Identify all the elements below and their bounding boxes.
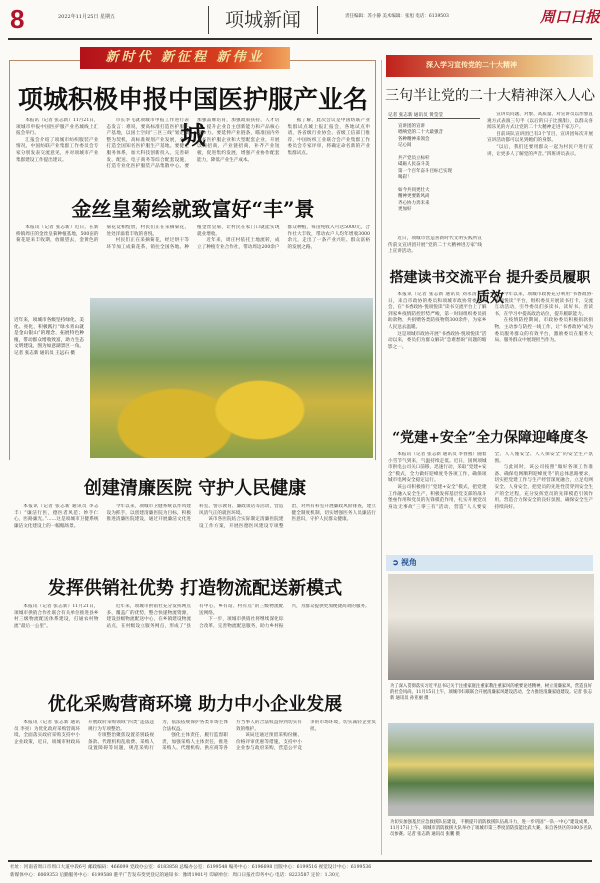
arrow-circle-icon: ➲ <box>392 558 401 567</box>
article-medical-clothing <box>16 118 370 182</box>
headline-procurement: 优化采购营商环境 助力中小企业发展 <box>47 694 343 715</box>
firefighter-contest-photo <box>388 723 594 816</box>
paragraph: 据了解，此次会议是中国纺联产业集群试点城上报汇报会，各地试点申请，各省级行业协会、省级工信部门推荐，中国纺织工业联合会产业集群工作委员会专家评审，将确定命名新的产业集群试点。 <box>287 118 370 156</box>
paragraph: 近年来，周庄村依托土地流转，成立了种植专业合作社，带动周边200余户群众种植，每亩纯收入可达5000元，合作社大丰收，带动农户人均年增收3000余元，走出了一条产业兴旺、群众富裕的发展之路。 <box>197 225 370 250</box>
paragraph: 汇报会介绍了项城市纺织服装产业情况，中国纺联产业集群工作委员会专家分别发表交流意见，并对项城市产业集群建设工作提出建议。 <box>16 137 99 163</box>
headline-chrysanthemum: 金丝皇菊绘就致富好“丰”景 <box>71 197 315 221</box>
headline-logistics: 发挥供销社优势 打造物流配送新模式 <box>47 578 343 599</box>
article-procurement <box>14 720 376 854</box>
editor-info: 责任编辑：苏小静 美术编辑：张旭 电话：6139503 <box>345 14 449 19</box>
column-divider <box>381 60 382 855</box>
article-sanjuban-lead: 近日，项城市营造喜新时代文明实践所宣传前文宣讲团开展“党的二十大精神进万家”线上宣讲活动。 <box>388 236 482 255</box>
paragraph: 市长李飞就项城市申报工作进行表态发言：难说，要高标准打造医护服生产基地，以国土空间“三区三线”划定调整为契机，高标准规划产业发展，全力打造全国知名医护服生产基地。要健全服务体系，加大科技创新投入，完善研发、配送、电子商务等综合配套设施，打造专业化医护服装产品集散中心。要加强品牌培育，加强政策扶持、人才培育，提升企业自主创新能力和产品核心竞争力。要延伸产业链条，瞄准国内外知名医护服企业和大型配套企业，开展以商招商、产业链招商，补齐产业短板，促进集约发展，增强产业协作配套能力，降低产业生产成本。 <box>106 118 280 170</box>
family-activity-photo <box>388 574 594 680</box>
paragraph: 本报讯（记者 张志新）11月21日，项城市供销合作社联合有关单位推进县乡村三级物流配送体系建设，打通农村物流“最后一公里”。 <box>14 604 99 629</box>
poem: 宣讲团的宣讲 唱响党的二十大最强音 各种精神来领会 记心间 共产党员立标杆 砥砺人民奋斗美 第一个百年奋斗目标已实现 喝彩！ 如今共同更壮大 精神更要新风尚 齐心协力奔未来 更加好 <box>398 124 452 213</box>
section-title: 项城新闻 <box>208 6 318 34</box>
article-sanjuban: 宣讲员问题、对象、高质量、对宣讲员以形象直观方式表演三句半《以后的日子比蜜甜》，以群众喜闻乐见的方式让党的二十大精神走进千家万户。 目前该队宣讲团已有3个节目，宣讲团每次开展宣讲活动都可以见到她们的身影。 “以后，我们还要用群众一起为村民户进行宣讲，让更多人了解党的声音。”四班讲员表示。 <box>487 112 593 157</box>
paragraph: 该局还通过预留采购份额、价格评审优惠等措施，支持中小企业参与政府采购，营造公平竞争的市场环境，切实减轻企业负担。 <box>236 720 376 752</box>
headline-clean-hospital: 创建清廉医院 守护人民健康 <box>83 478 307 499</box>
article-logistics <box>14 604 376 680</box>
paragraph: 本报讯（记者 张志新 通讯员 李志丰）“廉洁行医，德医者风范；妙手仁心，医路廉光。”……这是项城市卫健系统廉洁文化建设上的一幅幅场景。 <box>14 504 99 529</box>
photo-caption: 近年来，项城市各级坚持绿化、美化、亮化，积极践行“绿水青山就是金山银山”的理念，拓展特色种植，带动群众增收致富，助力生态文明建设。图为如意湖景区一角。记者 张志新 通讯员 王远石 摄 <box>14 318 84 356</box>
article-chrysanthemum <box>16 225 370 295</box>
headline-party-safety: “党建+安全”全力保障迎峰度冬 <box>392 430 588 446</box>
paragraph: 近年来，项城市供销社充分发挥网点多、覆盖广的优势，整合快递物流资源，建设县级物流配送中心，在乡镇建设物流站点，在村级设立服务网点，形成了“县有中心、乡有站、村有点”的三级物流配送网络。 <box>106 604 284 629</box>
headline-reading-platform: 搭建读书交流平台 提升委员履职质效 <box>389 270 591 306</box>
study-banner: 深入学习宣传党的二十大精神 <box>386 55 593 77</box>
paragraph: 该市各医院结合实际制定清廉医院建设工作方案，开展医德医风建设专项整治，对所有科室开展廉政风险排查，建立健全制度机制，切实增强医务人员廉洁行医意识，守护人民群众健康。 <box>199 504 376 529</box>
paragraph: 村民们正在采摘菊花，经过烘干等环节加工成菊花茶，销往全国各地。种植金丝皇菊，让村民在家门口就能实现就业增收。 <box>106 225 280 250</box>
photo-caption: 为了深入贯彻落实习近平总书记关于注重家庭注重家教注重家风的重要论述精神，树立清廉家风，营造良好的社会风尚，11月15日上午，项城市妇联联合开展清廉家风建设活动，全力推进清廉家庭建设。记者 张志新 通讯员 孙亚丽 摄 <box>390 684 592 702</box>
theme-banner: 新时代 新征程 新伟业 <box>80 47 290 69</box>
article-reading-platform: 本报讯（记者 张志新 通讯员 刘永清）近日，来自市政协的委员和项城市政协常委委员会，在“书香政协·悦项悦读”读书交流平台上了解到家乡疫情防控形势严峻，第一时间组织委员捐助款物，共捐赠各类防疫物资300余件，为家乡人民送去温暖。 这是项城市政协开展“书香政协·悦项悦读”活动以来，委员们为群众解决“急难愁盼”问题的缩影之一。 今年以来，项城市政协充分利用“书香政协·悦项悦读”平台，组织委员开展读书打卡、交流互动活动，引导委员们多读书、读好书、善读书，在学习中提高政治站位，提升履职能力。 在疫情防控期间，市政协委员积极捐款捐物，主动参与防控一线工作，让“书香政协”成为委员服务群众的有效平台，激励委员在服务大局、服务群众中展现担当作为。 <box>388 292 593 350</box>
page-number: 8 <box>10 4 25 34</box>
header-rule <box>8 38 592 40</box>
newspaper-logo: 周口日报 <box>540 8 600 26</box>
perspective-label: 视角 <box>400 558 417 567</box>
paragraph: 本报讯（记者 张志新）近日，在新桥镇周庄的金丝皇菊种植基地，500亩的菊花迎来丰收期，放眼望去，金黄色的菊花竞相绽放，村民们正在采摘菊花，处处洋溢着丰收的喜悦。 <box>16 225 189 244</box>
paragraph: 本报讯（记者 张志新）11月21日，项城市申报中国医护服产业名城线上汇报会举行。 <box>16 118 99 137</box>
footer <box>10 864 590 880</box>
paragraph: 专项整治聚焦设置差别歧视条款、代理机构乱收费、采购人设置障碍等问题，规范采购行为，依法依规保护各类市场主体合法权益。 <box>88 720 228 752</box>
photo-caption: 为切实加强基层应急救援队伍建设，不断提升消防救援队伍战斗力，进一步巩固“一队一中心”建设成果，11月17日上午，项城市消防救援大队举办了项城市第三季度消防技能比武大赛，来自各县区的100多名队员参赛。记者 张志新 通讯员 张鹏 摄 <box>390 820 592 838</box>
paragraph: 今年以来，项城市卫健系统以作风建设为抓手，以创建清廉医院为目标，积极推进清廉医院建设，通过开展廉洁文化进科室、警示教育、廉政谈话等活动，营造风清气正的就医环境。 <box>106 504 284 523</box>
headline-sanjuban: 三句半让党的二十大精神深入人心 <box>385 88 595 104</box>
paragraph: 强化主体责任，履行监督职责，加强采购人主体责任，推进采购人、代理机构、供应商等各方当事人的合法权益得到切实有效的维护。 <box>162 720 302 752</box>
footer-line: 新媒体中心：6069353 后勤服务中心：6199588 港平广告发布变更登记的通知书：豫周1901号 印刷单位：周口日报社印务中心 电话：8223587 定价：1.30元 <box>10 873 340 878</box>
headline-medical-clothing: 项城积极申报中国医护服产业名城 <box>17 85 368 150</box>
paragraph: 本报讯（记者 张志新 通讯员 李亮）为优化政府采购营商环境，全面落实政府采购支持中小企业政策，近日，项城市财政局开展政府采购领域“四类”违法违规行为专项整治。 <box>14 720 154 745</box>
issue-date: 2022年11月25日 星期五 <box>58 14 116 20</box>
footer-line: 社址：河南省周口市周口大道中段6号 邮政编码：466099 党政办公室：6183858 总编办公室：6199548 编务中心：6196698 出版中心：6199516 视觉设计中心：6199536 <box>10 865 372 870</box>
chrysanthemum-field-photo <box>90 298 373 458</box>
byline: 记者 张志新 通讯员 黄莹莹 <box>388 112 480 119</box>
footer-rule <box>8 860 592 862</box>
article-clean-hospital <box>14 504 376 566</box>
article-party-safety: 本报讯（记者 张志新 通讯员 李春燕）随着小雪节气到来，气温持续走低。近日，国网项城市供电公司关口前移，迅速行动，采取“党建+安全”模式，全力做好迎峰度冬各项工作，确保项城市电网安全稳定运行。 该公司积极推行“党建+安全”模式，把党建工作融入安全生产，积极发挥基层党支部的战斗堡垒作用和党员的先锋模范作用，扎实开展党员身边无事故“三零三有”活动，营造“人人要安全、人人懂安全、人人保安全”的安全生产氛围。 与此同时，该公司按照“做好各项工作准备、确保电网顺利迎峰度冬”的总体思路要求，切实把党建工作与生产经营深度融合，立足电网安全、人身安全，把党员的先进性贯穿到安全生产的全过程，充分发挥党员的先锋模范引领作用，营造合力保安全的良好氛围，确保安全生产持续向好。 <box>388 452 593 510</box>
perspective-header <box>386 555 593 571</box>
paragraph: 下一步，项城市供销社将继续深化综合改革，完善物流配送服务，助力乡村振兴，为群众提供更加便捷高效的服务。 <box>199 604 370 629</box>
